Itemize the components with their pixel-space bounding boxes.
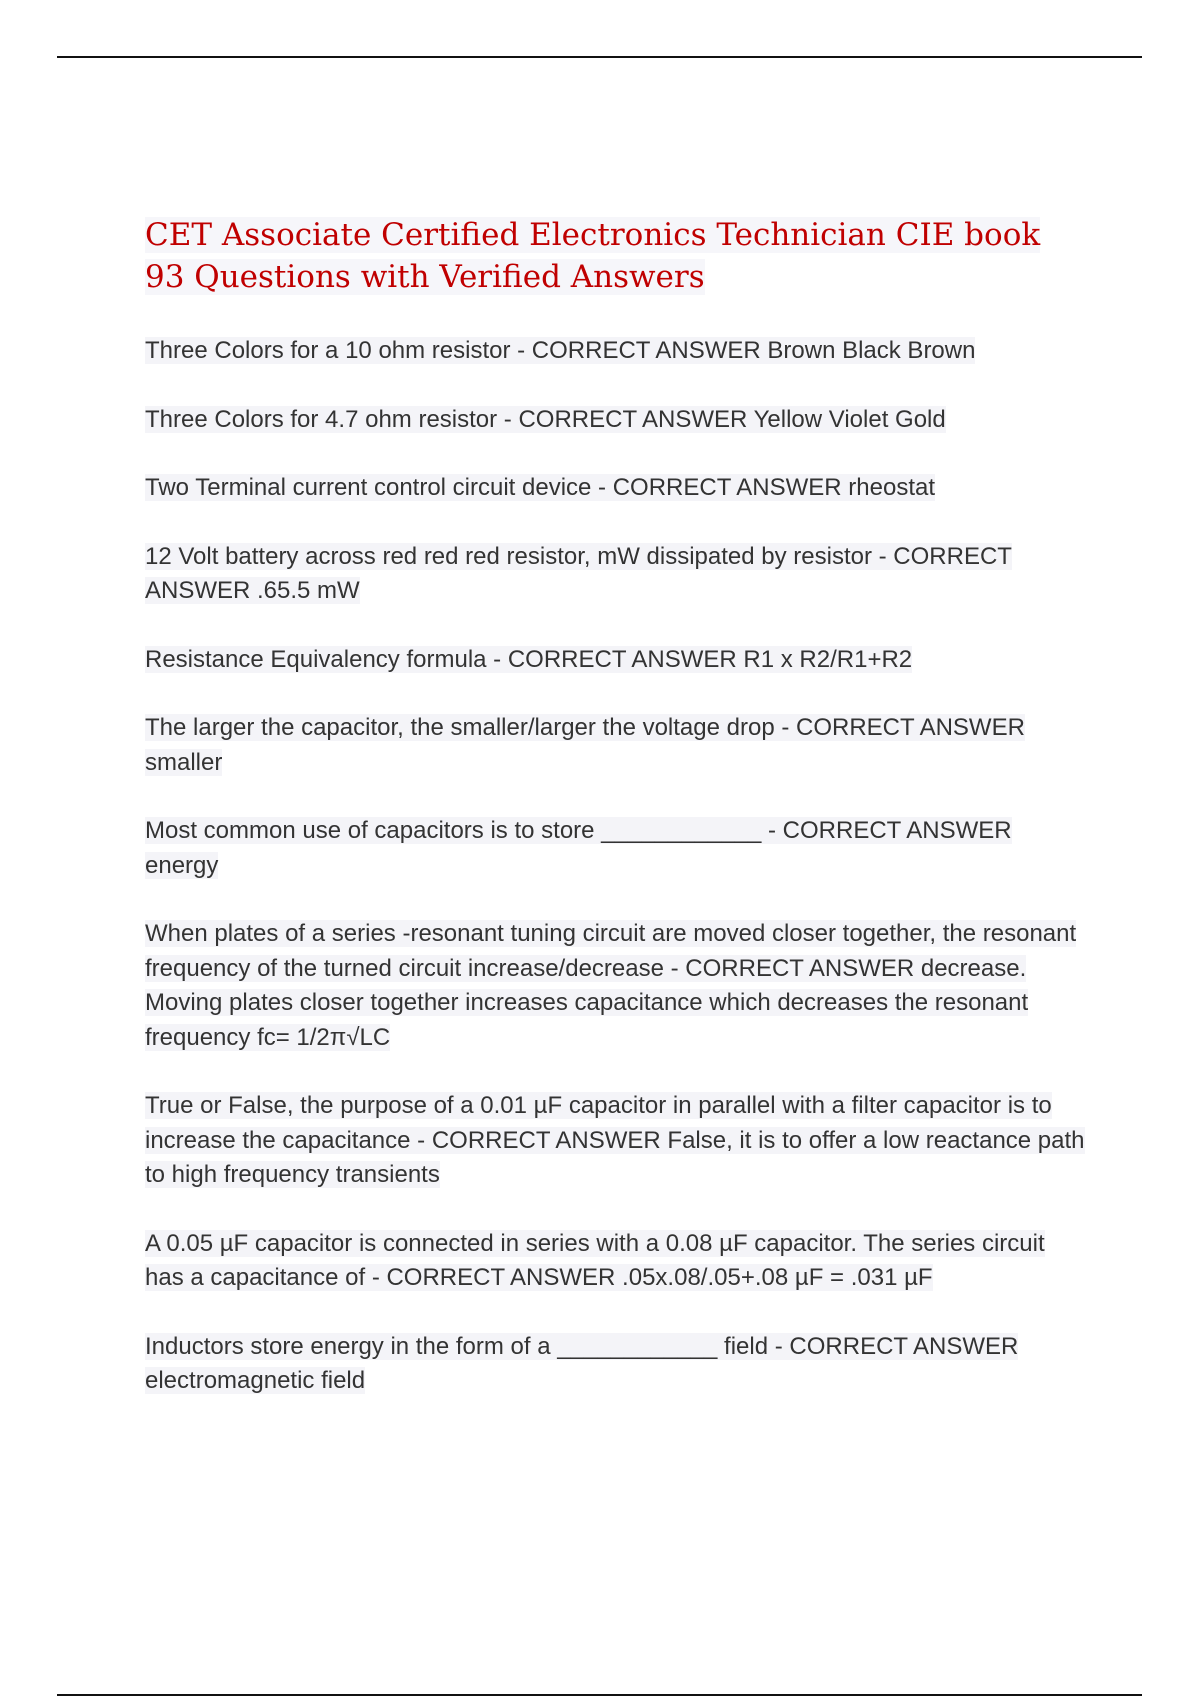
qa-item: 12 Volt battery across red red red resistor, mW dissipated by resistor - CORRECT ANSWER .65.5 mW (145, 542, 1012, 604)
qa-item: True or False, the purpose of a 0.01 µF capacitor in parallel with a filter capacitor is to increase the capacitance - CORRECT ANSWER False, it is to offer a low reactance path to high frequency transients (145, 1092, 1085, 1188)
header-rule (57, 56, 1142, 58)
qa-item: Most common use of capacitors is to store ____________ - CORRECT ANSWER energy (145, 817, 1012, 879)
qa-item: Two Terminal current control circuit device - CORRECT ANSWER rheostat (145, 474, 936, 501)
qa-item: The larger the capacitor, the smaller/larger the voltage drop - CORRECT ANSWER smaller (145, 714, 1025, 776)
qa-item: Three Colors for 4.7 ohm resistor - CORRECT ANSWER Yellow Violet Gold (145, 405, 946, 433)
qa-item: Inductors store energy in the form of a ____________ field - CORRECT ANSWER electromagnetic field (145, 1332, 1019, 1394)
document-body (145, 214, 1085, 1433)
qa-item: Resistance Equivalency formula - CORRECT ANSWER R1 x R2/R1+R2 (145, 645, 913, 673)
qa-item: When plates of a series -resonant tuning circuit are moved closer together, the resonant frequency of the turned circuit increase/decrease - CORRECT ANSWER decrease. Moving plates closer together increases capacitance which decreases the resonant frequency fc= 1/2π√LC (145, 920, 1077, 1051)
footer-rule (57, 1694, 1142, 1696)
qa-item: A 0.05 µF capacitor is connected in series with a 0.08 µF capacitor. The series circuit has a capacitance of - CORRECT ANSWER .05x.08/.05+.08 µF = .031 µF (145, 1229, 1045, 1291)
document-title: CET Associate Certified Electronics Technician CIE book 93 Questions with Verified Answers (145, 217, 1041, 295)
qa-item: Three Colors for a 10 ohm resistor - CORRECT ANSWER Brown Black Brown (145, 337, 976, 364)
qa-list (145, 334, 1085, 1399)
